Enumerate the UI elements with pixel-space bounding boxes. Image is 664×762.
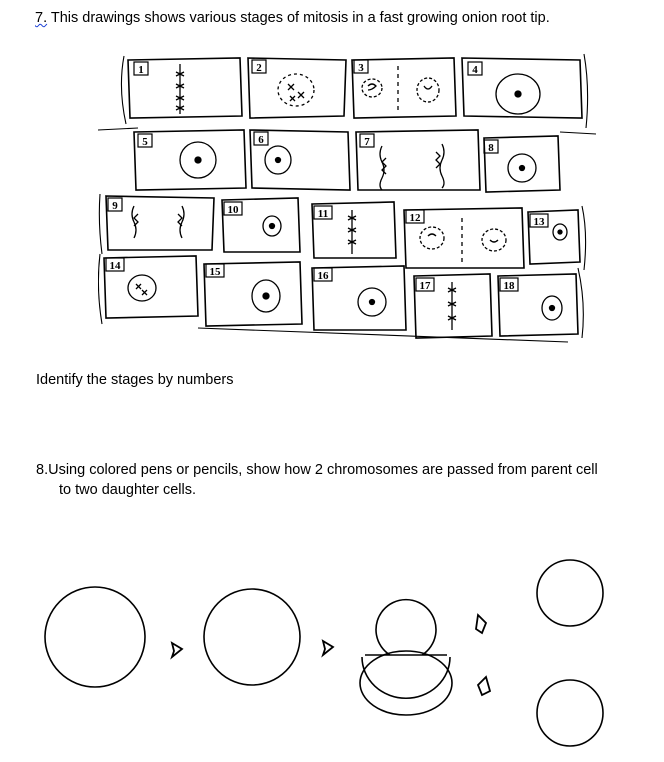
cell-1-outline <box>128 58 242 118</box>
cell-label: 15 <box>209 266 221 278</box>
arrow-icon <box>172 643 182 657</box>
cell-4-outline <box>462 58 582 118</box>
cell-label: 16 <box>317 270 329 282</box>
parent-cell <box>45 587 145 687</box>
arrow-icon <box>323 641 333 655</box>
cell-label: 10 <box>227 204 239 216</box>
cell-label: 2 <box>256 62 262 74</box>
question-7-text: This drawings shows various stages of mitosis in a fast growing onion root tip. <box>47 10 550 26</box>
question-8-line-1: 8.Using colored pens or pencils, show how 2 chromosomes are passed from parent cell <box>36 462 598 478</box>
cell-label: 9 <box>112 200 118 212</box>
cell-12-outline <box>404 208 524 268</box>
question-7-number: 7. <box>35 10 48 26</box>
cell-label: 8 <box>488 142 494 154</box>
cell-label: 18 <box>503 280 515 292</box>
dividing-cell-lower <box>360 651 452 715</box>
identify-instruction: Identify the stages by numbers <box>36 372 234 388</box>
arrow-icon <box>476 615 486 633</box>
cell-label: 17 <box>419 280 431 292</box>
arrow-icon <box>478 677 490 695</box>
question-8 <box>36 460 598 500</box>
cell-label: 13 <box>533 216 545 228</box>
parent-cell-copy <box>204 589 300 685</box>
daughter-cell-1 <box>537 560 603 626</box>
cell-label: 14 <box>109 260 121 272</box>
cell-label: 12 <box>409 212 421 224</box>
cell-label: 6 <box>258 134 264 146</box>
question-8-line-2: to two daughter cells. <box>59 482 197 498</box>
dividing-cell <box>362 600 450 699</box>
cell-7-outline <box>356 130 480 190</box>
metaphase-chromosomes <box>176 64 184 114</box>
prophase-nucleus <box>278 74 314 106</box>
cell-label: 11 <box>317 208 329 220</box>
cell-8-outline <box>484 136 560 192</box>
cell-division-diagram <box>30 545 620 755</box>
cell-label: 3 <box>358 62 364 74</box>
cell-label: 5 <box>142 136 148 148</box>
onion-root-tip-mitosis-drawing <box>98 48 598 360</box>
daughter-cell-2 <box>537 680 603 746</box>
cell-2-outline <box>248 58 346 118</box>
prophase-chromosomes <box>288 84 304 101</box>
question-7 <box>35 10 550 26</box>
cell-label: 4 <box>472 64 478 76</box>
cell-label: 1 <box>138 64 144 76</box>
cell-5-outline <box>134 130 246 190</box>
cell-label: 7 <box>364 136 370 148</box>
